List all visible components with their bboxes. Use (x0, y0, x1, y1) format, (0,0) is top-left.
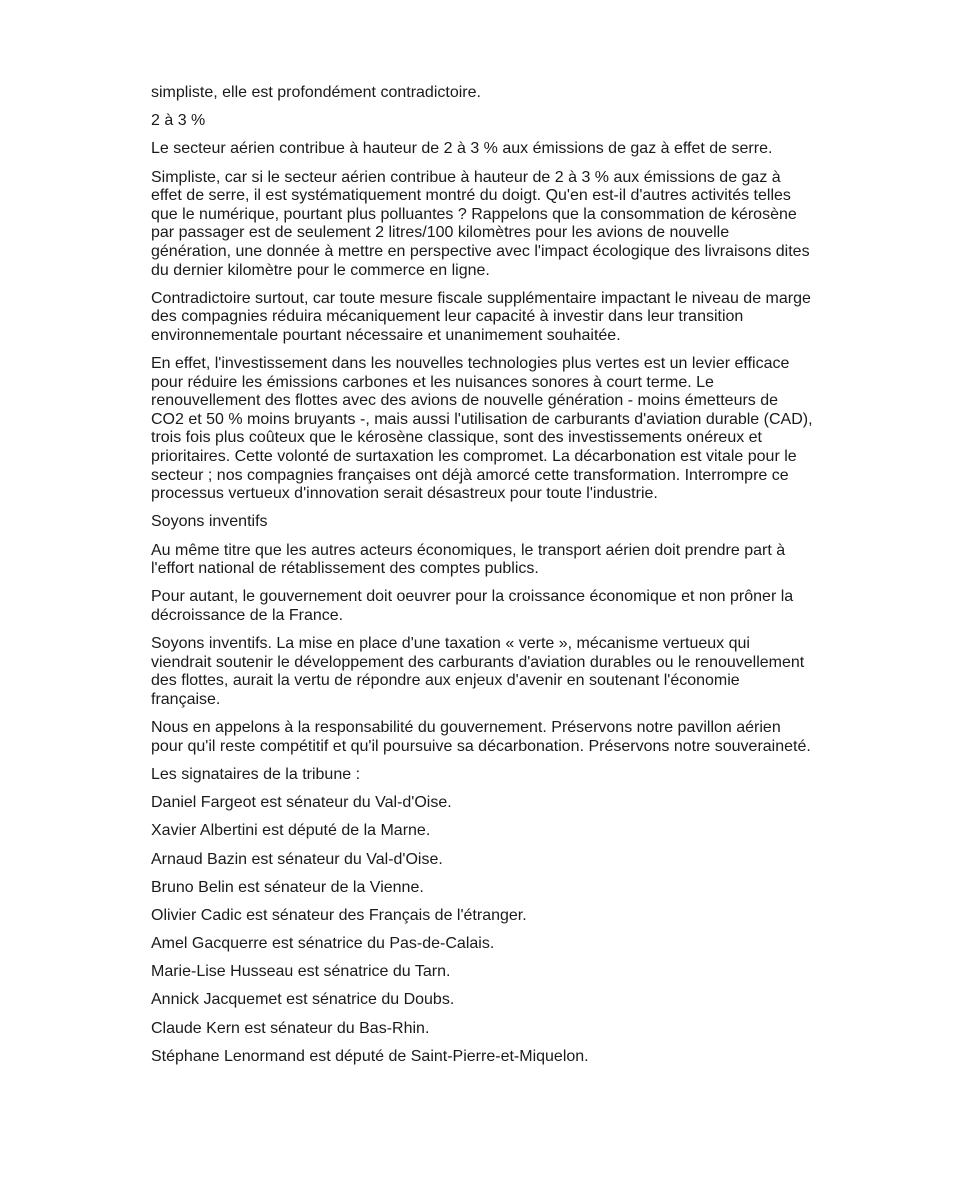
signatory-item: Marie-Lise Husseau est sénatrice du Tarn. (151, 963, 451, 981)
paragraph-effort-national: Au même titre que les autres acteurs économiques, le transport aérien doit prendre part à l'effort national de rétablissement des comptes publics. (151, 541, 786, 578)
signatory-item: Claude Kern est sénateur du Bas-Rhin. (151, 1019, 430, 1037)
paragraph-appel: Nous en appelons à la responsabilité du gouvernement. Préservons notre pavillon aérien pour qu'il reste compétitif et qu'il poursuive sa décarbonation. Préservons notre souveraineté. (151, 719, 811, 755)
document-page (151, 84, 813, 1076)
signatory-item: Arnaud Bazin est sénateur du Val-d'Oise. (151, 850, 443, 868)
signatory-item: Xavier Albertini est député de la Marne. (151, 822, 431, 840)
paragraph-simpliste: Simpliste, car si le secteur aérien contribue à hauteur de 2 à 3 % aux émissions de gaz à effet de serre, il est systématiquement montré du doigt. Qu'en est-il d'autres activités telles que le numérique, pourtant plus polluantes ? Rappelons que la consommation de kérosène par passager est de seulement 2 litres/100 kilomètres pour les avions de nouvelle génération, une donnée à mettre en perspective avec l'impact écologique des livraisons dites du dernier kilomètre pour le commerce en ligne. (151, 168, 810, 279)
signatory-item: Stéphane Lenormand est député de Saint-Pierre-et-Miquelon. (151, 1047, 589, 1065)
paragraph-intro-fragment: simpliste, elle est profondément contradictoire. (151, 84, 481, 101)
section-heading-percent: 2 à 3 % (151, 112, 206, 130)
signatory-item: Amel Gacquerre est sénatrice du Pas-de-Calais. (151, 935, 495, 953)
paragraph-sector-share: Le secteur aérien contribue à hauteur de 2 à 3 % aux émissions de gaz à effet de serre. (151, 140, 773, 158)
paragraph-contradictoire: Contradictoire surtout, car toute mesure fiscale supplémentaire impactant le niveau de marge des compagnies réduira mécaniquement leur capacité à investir dans leur transition environnementale pourtant nécessaire et unanimement souhaitée. (151, 289, 811, 344)
signatory-item: Daniel Fargeot est sénateur du Val-d'Oise. (151, 794, 452, 812)
signatory-item: Olivier Cadic est sénateur des Français de l'étranger. (151, 906, 527, 924)
signatories-list (151, 794, 813, 1066)
section-heading-inventifs: Soyons inventifs (151, 513, 268, 531)
paragraph-investissement: En effet, l'investissement dans les nouvelles technologies plus vertes est un levier efficace pour réduire les émissions carbones et les nuisances sonores à court terme. Le renouvellement des flottes avec des avions de nouvelle génération - moins émetteurs de CO2 et 50 % moins bruyants -, mais aussi l'utilisation de carburants d'aviation durable (CAD), trois fois plus coûteux que le kérosène classique, sont des investissements onéreux et prioritaires. Cette volonté de surtaxation les compromet. La décarbonation est vitale pour le secteur ; nos compagnies françaises ont déjà amorcé cette transformation. Interrompre ce processus vertueux d'innovation serait désastreux pour toute l'industrie. (151, 355, 813, 503)
signatories-heading: Les signataires de la tribune : (151, 765, 361, 783)
paragraph-taxation-verte: Soyons inventifs. La mise en place d'une taxation « verte », mécanisme vertueux qui viendrait soutenir le développement des carburants d'aviation durables ou le renouvellement des flottes, aurait la vertu de répondre aux enjeux d'avenir en soutenant l'économie française. (151, 635, 805, 708)
signatory-item: Bruno Belin est sénateur de la Vienne. (151, 878, 424, 896)
paragraph-croissance: Pour autant, le gouvernement doit oeuvrer pour la croissance économique et non prôner la décroissance de la France. (151, 588, 794, 624)
signatory-item: Annick Jacquemet est sénatrice du Doubs. (151, 991, 455, 1009)
